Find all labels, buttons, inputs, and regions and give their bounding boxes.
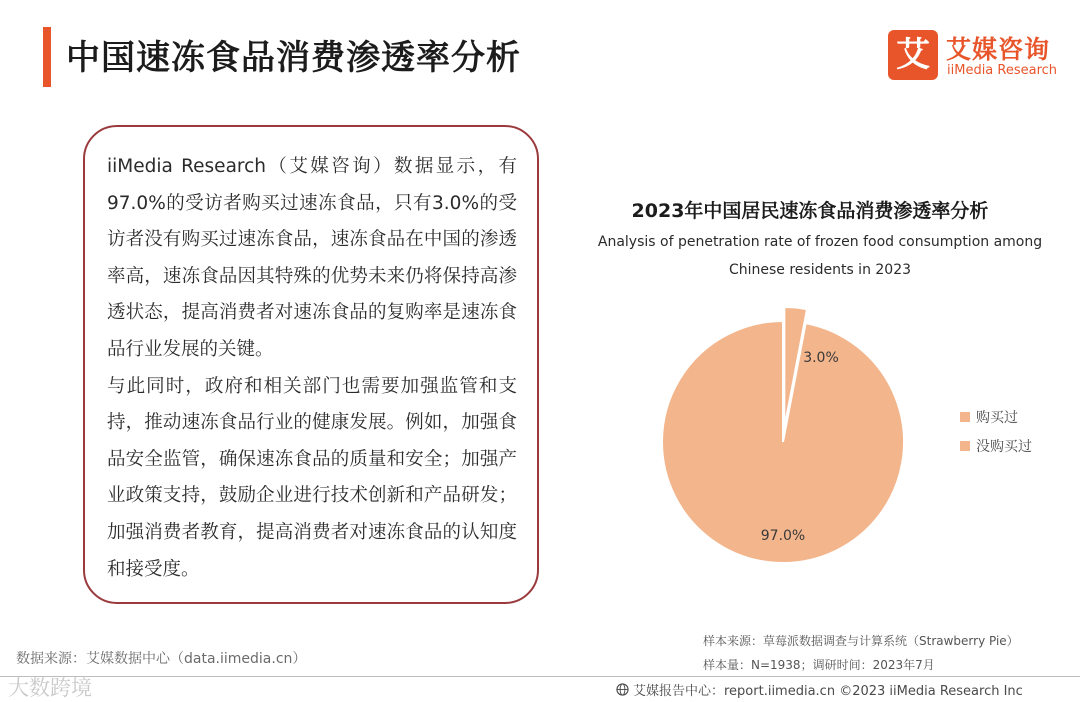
data-source: 数据来源：艾媒数据中心（data.iimedia.cn） (16, 651, 307, 667)
footer-divider (0, 676, 1080, 677)
legend-swatch-purchased (960, 412, 970, 422)
pie-slice-purchased (662, 321, 904, 563)
legend-label-not-purchased: 没购买过 (976, 438, 1032, 455)
footer-report-center (616, 680, 1023, 699)
watermark-text: 大数跨境 (8, 676, 92, 700)
footer-report-center-text: 艾媒报告中心：report.iimedia.cn ©2023 iiMedia Research Inc (633, 684, 1023, 699)
pie-label-not-purchased: 3.0% (803, 350, 839, 366)
logo-name-cn: 艾媒咨询 (946, 35, 1051, 64)
page-title: 中国速冻食品消费渗透率分析 (66, 38, 521, 78)
legend-item-purchased (960, 402, 1032, 431)
pie-chart (640, 290, 930, 580)
chart-subtitle: Analysis of penetration rate of frozen food consumption among Chinese residents in 2023 (597, 234, 1043, 278)
logo-name-en: iiMedia Research (947, 63, 1058, 78)
logo-mark-icon: 艾 (888, 30, 938, 80)
legend-swatch-not-purchased (960, 441, 970, 451)
description-paragraph-2: 与此同时，政府和相关部门也需要加强监管和支持，推动速冻食品行业的健康发展。例如，加强食品安全监管，确保速冻食品的质量和安全；加强产业政策支持，鼓励企业进行技术创新和产品研发；加强消费者教育，提高消费者对速冻食品的认知度和接受度。 (107, 375, 517, 580)
description-paragraph-1: iiMedia Research（艾媒咨询）数据显示，有97.0%的受访者购买过速冻食品，只有3.0%的受访者没有购买过速冻食品，速冻食品在中国的渗透率高，速冻食品因其特殊的优势未来仍将保持高渗透状态，提高消费者对速冻食品的复购率是速冻食品行业发展的关键。 (107, 156, 517, 360)
sample-source-note: 样本来源：草莓派数据调查与计算系统（Strawberry Pie） (703, 634, 1019, 648)
description-box (83, 125, 539, 604)
legend-item-not-purchased (960, 431, 1032, 460)
globe-icon (616, 683, 629, 696)
pie-label-purchased: 97.0% (760, 528, 806, 544)
title-accent-bar (43, 27, 51, 87)
chart-title: 2023年中国居民速冻食品消费渗透率分析 (631, 200, 989, 222)
legend-label-purchased: 购买过 (976, 409, 1018, 426)
iimedia-logo (888, 30, 1068, 82)
sample-size-note: 样本量：N=1938；调研时间：2023年7月 (703, 658, 935, 672)
chart-legend (960, 402, 1032, 460)
